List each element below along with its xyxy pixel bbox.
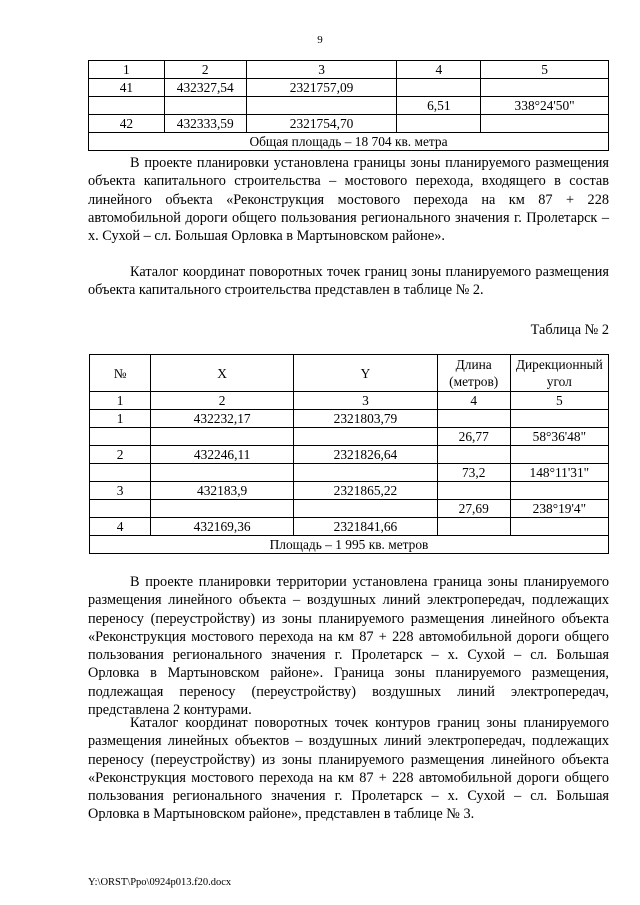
table-cell-empty: [437, 410, 510, 428]
table-cell: 3: [294, 392, 438, 410]
table-row: [89, 79, 609, 97]
table-cell-empty: [397, 115, 481, 133]
table-cell-empty: [151, 500, 294, 518]
table-cell-empty: [294, 500, 438, 518]
point-number: 41: [89, 79, 165, 97]
table-header-row: [89, 61, 609, 79]
table-cell-empty: [510, 446, 608, 464]
table-cell: 1: [90, 392, 151, 410]
segment-length: 27,69: [437, 500, 510, 518]
table-row: [90, 446, 609, 464]
table-header-row: [90, 355, 609, 392]
table-row: [90, 500, 609, 518]
table-cell-empty: [437, 482, 510, 500]
table-total-row: [89, 133, 609, 151]
x-coordinate: 432169,36: [151, 518, 294, 536]
table-cell: 2: [151, 392, 294, 410]
table-cell: 4: [437, 392, 510, 410]
table-row: [89, 97, 609, 115]
table-cell-empty: [481, 79, 609, 97]
table-cell-empty: [164, 97, 246, 115]
table-cell-empty: [90, 428, 151, 446]
paragraph-text: Каталог координат поворотных точек границ зоны планируемого размещения объекта капитального строительства представлен в таблице № 2.: [88, 264, 609, 299]
x-coordinate: 432333,59: [164, 115, 246, 133]
point-number: 42: [89, 115, 165, 133]
table-cell: 3: [246, 61, 397, 79]
table-cell-empty: [294, 428, 438, 446]
column-header: X: [151, 355, 294, 392]
table-row: [90, 518, 609, 536]
table-cell: 2: [164, 61, 246, 79]
coordinates-table-2: [89, 354, 609, 554]
table-cell-empty: [510, 482, 608, 500]
table-total-row: [90, 536, 609, 554]
table-cell: 1: [89, 61, 165, 79]
table-cell-empty: [397, 79, 481, 97]
direction-angle: 148°11'31": [510, 464, 608, 482]
table-row: [90, 428, 609, 446]
table-cell-empty: [437, 518, 510, 536]
point-number: 3: [90, 482, 151, 500]
table-row: [90, 482, 609, 500]
segment-length: 26,77: [437, 428, 510, 446]
x-coordinate: 432232,17: [151, 410, 294, 428]
x-coordinate: 432246,11: [151, 446, 294, 464]
table-cell-empty: [510, 410, 608, 428]
table-cell-empty: [510, 518, 608, 536]
column-header: Дирекционный угол: [510, 355, 608, 392]
column-header: Длина (метров): [437, 355, 510, 392]
paragraph-zone-boundary: [88, 154, 609, 245]
paragraph-text: В проекте планировки территории установлена граница зоны планируемого размещения линейного объекта – воздушных линий электропередач, подлежащих переносу (переустройству) из зоны планируемого размещения линейного объекта «Реконструкция мостового перехода на км 87 + 228 автомобильной дороги общего пользования регионального значения г. Пролетарск – х. Сухой – сл. Большая Орловка в Мартыновском районе». Граница зоны планируемого размещения, подлежащая переносу (переустройству) воздушных линий электропередач, представлена 2 контурами.: [88, 574, 609, 719]
table-row: [89, 115, 609, 133]
paragraph-text: В проекте планировки установлена границы зоны планируемого размещения объекта капитального строительства – мостового перехода, входящего в состав линейного объекта «Реконструкция мостового перехода на км 87 + 228 автомобильной дороги общего пользования регионального значения г. Пролетарск – х. Сухой – сл. Большая Орловка в Мартыновском районе».: [88, 155, 609, 245]
table-caption: Таблица № 2: [530, 322, 609, 338]
table-cell-empty: [246, 97, 397, 115]
table-cell-empty: [437, 446, 510, 464]
table-row: [90, 464, 609, 482]
paragraph-catalog-intro: [88, 263, 609, 300]
y-coordinate: 2321754,70: [246, 115, 397, 133]
total-area: Площадь – 1 995 кв. метров: [90, 536, 609, 554]
table-cell-empty: [89, 97, 165, 115]
table-row: [90, 410, 609, 428]
y-coordinate: 2321865,22: [294, 482, 438, 500]
point-number: 1: [90, 410, 151, 428]
table-cell: 5: [510, 392, 608, 410]
point-number: 4: [90, 518, 151, 536]
direction-angle: 58°36'48": [510, 428, 608, 446]
table-cell-empty: [90, 500, 151, 518]
file-path-footer: Y:\ORST\Ppo\0924p013.f20.docx: [88, 877, 232, 888]
y-coordinate: 2321803,79: [294, 410, 438, 428]
y-coordinate: 2321757,09: [246, 79, 397, 97]
x-coordinate: 432327,54: [164, 79, 246, 97]
table-cell-empty: [294, 464, 438, 482]
column-header: №: [90, 355, 151, 392]
table-cell-empty: [481, 115, 609, 133]
table-cell-empty: [90, 464, 151, 482]
y-coordinate: 2321826,64: [294, 446, 438, 464]
column-header: Y: [294, 355, 438, 392]
table-cell: 4: [397, 61, 481, 79]
table-cell-empty: [151, 464, 294, 482]
table-cell: 5: [481, 61, 609, 79]
table-numbering-row: [90, 392, 609, 410]
direction-angle: 338°24'50": [481, 97, 609, 115]
page-number: 9: [317, 34, 323, 46]
segment-length: 73,2: [437, 464, 510, 482]
total-area: Общая площадь – 18 704 кв. метра: [89, 133, 609, 151]
x-coordinate: 432183,9: [151, 482, 294, 500]
direction-angle: 238°19'4": [510, 500, 608, 518]
paragraph-text: Каталог координат поворотных точек контуров границ зоны планируемого размещения линейных объектов – воздушных линий электропередач, подлежащих переносу (переустройству) из зоны планируемого размещения линейного объекта «Реконструкция мостового перехода на км 87 + 228 автомобильной дороги общего пользования регионального значения г. Пролетарск – х. Сухой – сл. Большая Орловка в Мартыновском районе», представлен в таблице № 3.: [88, 715, 609, 823]
segment-length: 6,51: [397, 97, 481, 115]
table-cell-empty: [151, 428, 294, 446]
paragraph-powerline-catalog: [88, 714, 609, 824]
y-coordinate: 2321841,66: [294, 518, 438, 536]
coordinates-table-continued: [88, 60, 609, 151]
point-number: 2: [90, 446, 151, 464]
paragraph-powerline-zone: [88, 573, 609, 719]
